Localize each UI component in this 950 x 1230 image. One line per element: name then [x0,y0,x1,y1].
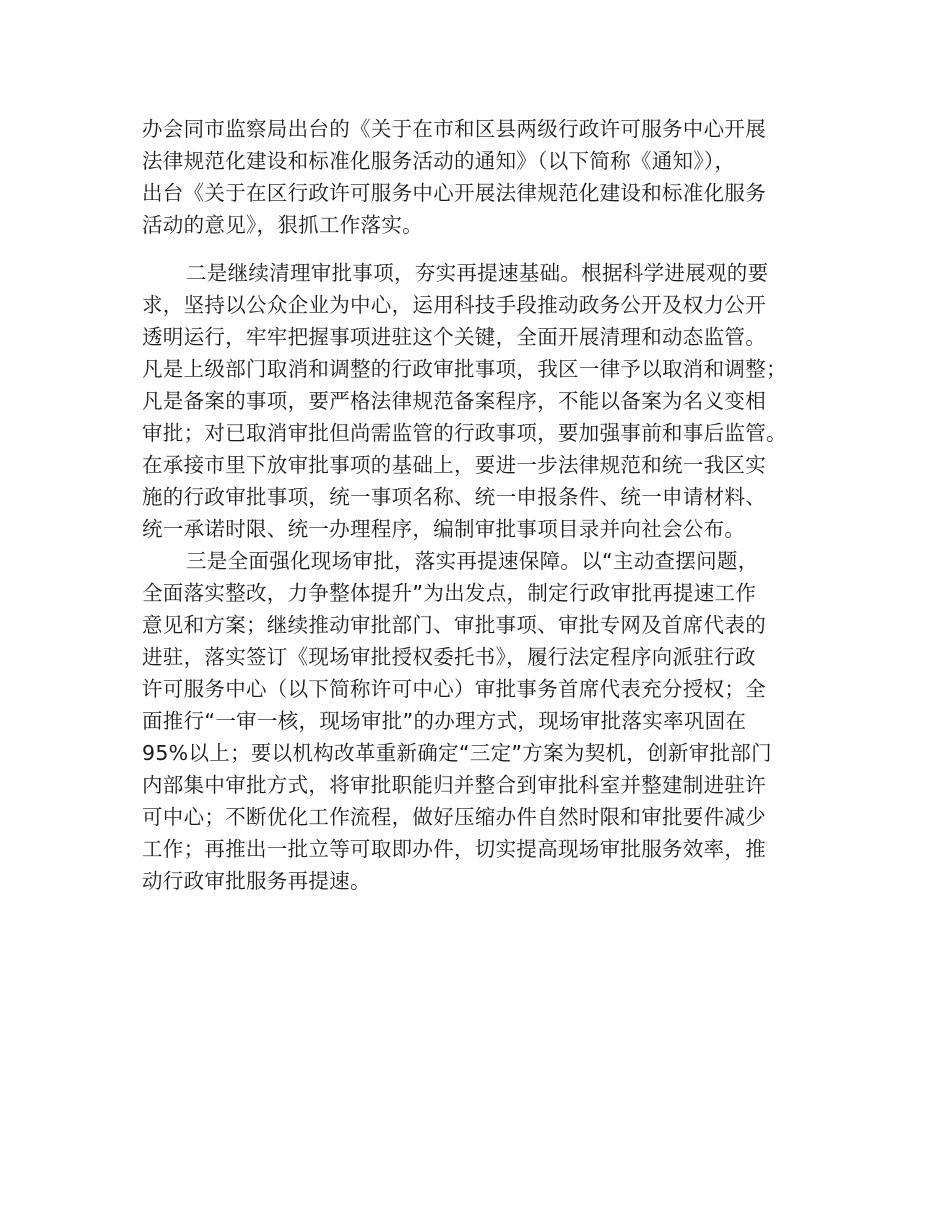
text-line: 可中心；不断优化工作流程，做好压缩办件自然时限和审批要件减少 [142,805,766,829]
text-line: 面推行“一审一核，现场审批”的办理方式，现场审批落实率巩固在 [142,709,747,733]
text-line: 95%以上；要以机构改革重新确定“三定”方案为契机，创新审批部门 [142,741,772,765]
text-line: 透明运行，牢牢把握事项进驻这个关键，全面开展清理和动态监管。 [142,325,766,349]
paragraph-intro [142,113,802,241]
text-line: 进驻，落实签订《现场审批授权委托书》，履行法定程序向派驻行政 [142,645,756,669]
text-line: 审批；对已取消审批但尚需监管的行政事项，要加强事前和事后监管。 [142,421,787,445]
text-line: 求，坚持以公众企业为中心，运用科技手段推动政务公开及权力公开 [142,293,766,317]
text-line: 意见和方案；继续推动审批部门、审批事项、审批专网及首席代表的 [142,613,766,637]
text-line: 工作；再推出一批立等可取即办件，切实提高现场审批服务效率，推 [142,837,766,861]
paragraph-three [142,545,802,897]
text-line: 出台《关于在区行政许可服务中心开展法律规范化建设和标准化服务 [142,181,766,205]
text-line: 二是继续清理审批事项，夯实再提速基础。根据科学进展观的要 [186,261,769,285]
text-line: 内部集中审批方式，将审批职能归并整合到审批科室并整建制进驻许 [142,773,766,797]
text-line: 三是全面强化现场审批，落实再提速保障。以“主动查摆问题， [186,549,759,573]
text-line: 在承接市里下放审批事项的基础上，要进一步法律规范和统一我区实 [142,453,766,477]
text-line: 凡是上级部门取消和调整的行政审批事项，我区一律予以取消和调整； [142,357,787,381]
text-line: 动行政审批服务再提速。 [142,869,371,893]
text-line: 活动的意见》，狠抓工作落实。 [142,213,423,237]
text-line: 许可服务中心（以下简称许可中心）审批事务首席代表充分授权；全 [142,677,766,701]
text-line: 统一承诺时限、统一办理程序，编制审批事项目录并向社会公布。 [142,517,746,541]
text-line: 全面落实整改，力争整体提升”为出发点，制定行政审批再提速工作 [142,581,757,605]
text-line: 凡是备案的事项，要严格法律规范备案程序，不能以备案为名义变相 [142,389,766,413]
text-line: 办会同市监察局出台的《关于在市和区县两级行政许可服务中心开展 [142,117,766,141]
text-line: 法律规范化建设和标准化服务活动的通知》（以下简称《通知》）， [142,149,736,173]
paragraph-two [142,257,802,545]
text-line: 施的行政审批事项，统一事项名称、统一申报条件、统一申请材料、 [142,485,766,509]
